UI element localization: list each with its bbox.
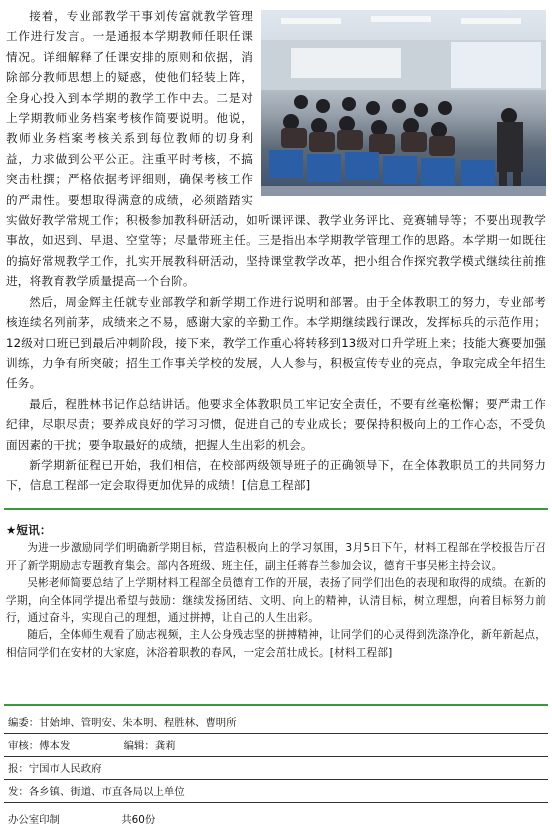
classroom-photo [261, 10, 546, 196]
article-paragraph-2: 然后，周金辉主任就专业部教学和新学期工作进行说明和部署。由于全体教职工的努力，专业部考核连续名列前茅，成绩来之不易，感谢大家的辛勤工作。本学期继续践行课改，发挥标兵的示范作用；12级对口班已到最后冲刺阶段，接下来，教学工作重心将转移到13级对口升学班上来；技能大赛要加强训练，力争有所突破；招生工作事关学校的发展，人人参与，积极宣传专业的亮点，争取完成全年招生任务。 [6, 294, 546, 391]
report-to-line: 报：宁国市人民政府 [8, 763, 102, 775]
reviewer-editor-line [8, 737, 544, 752]
brief-news [6, 522, 546, 662]
brief-paragraph-1: 为进一步激励同学们明确新学期目标，营造积极向上的学习氛围，3月5日下午，材料工程部在学校报告厅召开了新学期励志专题教育集会。部内各班级、班主任，副主任蒋春兰参加会议，德育干事吴彬主持会议。 [6, 542, 546, 572]
article-text-1: 接着，专业部教学干事刘传富就教学管理工作进行发言。一是通报本学期教师任职任课情况。详细解释了任课安排的原则和依据，消除部分教师思想上的疑惑，使他们轻装上阵，全身心投入到本学期的教学工作中去。二是对上学期教师业务档案考核作简要说明。他说，教师业务档案考核关系到每位教师的切身利益，力求做到公平公正。注重平时考核，不搞突击杜撰；严格依据考评细则，确保考核工作的严肃性。要想取得满意的成绩，必须踏踏实实做好教学常规工作；积极参加教科研活动，如听课评课、教学业务评比、竞赛辅导等；不要出现教学事故，如迟到、早退、空堂等；尽量带班主任。三是指出本学期教学管理工作的思路。本学期一如既往的搞好常规教学工作，扎实开展教科研活动，坚持课堂教学改革，把小组合作探究教学模式继续往前推进，将教育教学质量提高一个台阶。 [6, 9, 546, 289]
article-paragraph-3: 最后，程胜林书记作总结讲话。他要求全体教职员工牢记安全责任，不要有丝毫松懈；要严肃工作纪律，尽职尽责；要养成良好的学习习惯，促进自己的专业成长；要保持积极向上的工作心态，不受负面因素的干扰；要争取最好的成绩，把握人生出彩的机会。 [6, 396, 546, 452]
printer-line [8, 811, 544, 826]
brief-heading: ★短讯： [6, 523, 52, 537]
masthead-divider [4, 704, 548, 706]
brief-paragraph-2: 吴彬老师简要总结了上学期材料工程部全员德育工作的开展，表扬了同学们出色的表现和取得的成绩。在新的学期，向全体同学提出希望与鼓励：继续发扬团结、文明、向上的精神，认清目标，树立理想，向着目标努力前行，通过奋斗，实现自己的理想，通过拼搏，让自己的人生出彩。 [6, 577, 546, 625]
printer: 办公室印制 [8, 814, 60, 826]
send-to-line: 发：各乡镇、街道、市直各局以上单位 [8, 786, 185, 798]
copies: 共60份 [121, 814, 156, 826]
article-paragraph-4: 新学期新征程已开始，我们相信，在校部两级领导班子的正确领导下，在全体教职员工的共同努力下，信息工程部一定会取得更加优异的成绩！[信息工程部] [6, 457, 546, 493]
masthead-rule [4, 756, 548, 757]
masthead-rule [4, 779, 548, 780]
editors-line: 编委：甘始坤、管明安、朱本明、程胜林、曹明所 [8, 717, 237, 729]
editor: 编辑：龚莉 [123, 740, 176, 752]
main-article [6, 6, 546, 496]
masthead-rule [4, 733, 548, 734]
masthead-rule [4, 802, 548, 803]
section-divider [4, 508, 548, 510]
article-paragraph-1 [6, 6, 546, 292]
brief-paragraph-3: 随后，全体师生观看了励志视频，主人公身残志坚的拼搏精神，让同学们的心灵得到洗涤净化，新年新起点，相信同学们在安材的大家庭，沐浴着职教的春风，一定会茁壮成长。[材料工程部] [6, 629, 546, 659]
reviewer: 审核：傅本发 [8, 740, 71, 752]
